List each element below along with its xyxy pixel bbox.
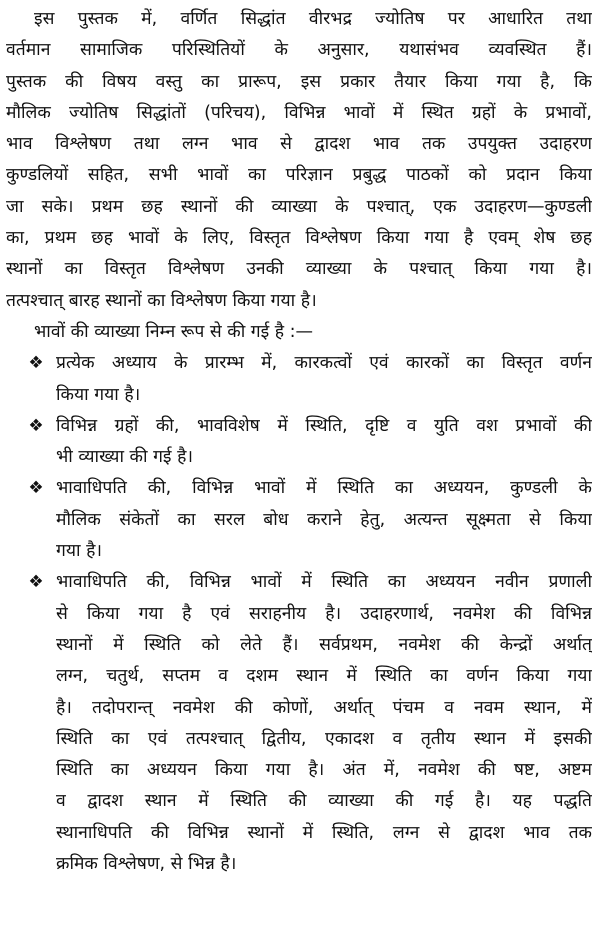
intro-line: मौलिक ज्योतिष सिद्धांतों (परिचय), विभिन्न भावों में स्थित ग्रहों के प्रभावों,: [6, 102, 592, 123]
lead-in-text: भावों की व्याख्या निम्न रूप से की गई है :—: [34, 321, 314, 342]
bullet-line: लग्न, चतुर्थ, सप्तम व दशम स्थान में स्थिति का वर्णन किया गया: [56, 666, 592, 687]
bullet-item: [6, 348, 592, 411]
bullet-line: भावाधिपति की, विभिन्न भावों में स्थिति का अध्ययन, कुण्डली के: [56, 478, 592, 499]
intro-line: कुण्डलियों सहित, सभी भावों का परिज्ञान प्रबुद्ध पाठकों को प्रदान किया: [6, 165, 592, 186]
bullet-line: से किया गया है एवं सराहनीय है। उदाहरणार्थ, नवमेश की विभिन्न: [56, 603, 592, 624]
bullet-line: स्थानाधिपति की विभिन्न स्थानों में स्थिति, लग्न से द्वादश भाव तक: [56, 822, 592, 843]
bullet-item: [6, 567, 592, 880]
intro-line: पुस्तक की विषय वस्तु का प्रारूप, इस प्रकार तैयार किया गया है, कि: [6, 71, 592, 92]
bullet-line: व द्वादश स्थान में स्थिति की व्याख्या की गई है। यह पद्धति: [56, 791, 592, 812]
bullet-item: [6, 473, 592, 567]
intro-line: जा सके। प्रथम छह स्थानों की व्याख्या के पश्चात्, एक उदाहरण—कुण्डली: [6, 196, 592, 217]
bullet-line: स्थानों में स्थिति को लेते हैं। सर्वप्रथम, नवमेश की केन्द्रों अर्थात्: [56, 634, 592, 655]
bullet-list: [6, 348, 592, 880]
bullet-line: भावाधिपति की, विभिन्न भावों में स्थिति का अध्ययन नवीन प्रणाली: [56, 572, 592, 593]
diamond-bullet-icon: ❖: [28, 572, 44, 593]
intro-line: वर्तमान सामाजिक परिस्थितियों के अनुसार, यथासंभव व्यवस्थित हैं।: [6, 40, 592, 61]
intro-line: इस पुस्तक में, वर्णित सिद्धांत वीरभद्र ज्योतिष पर आधारित तथा: [34, 9, 592, 29]
bullet-line: क्रमिक विश्लेषण, से भिन्न है।: [56, 854, 237, 875]
intro-paragraph: [6, 4, 592, 317]
bullet-line: गया है।: [56, 541, 103, 562]
bullet-line: किया गया है।: [56, 384, 141, 405]
intro-line: स्थानों का विस्तृत विश्लेषण उनकी व्याख्या के पश्चात् किया गया है।: [6, 259, 592, 280]
bullet-line: स्थिति का एवं तत्पश्चात् द्वितीय, एकादश व तृतीय स्थान में इसकी: [56, 728, 592, 749]
bullet-line: स्थिति का अध्ययन किया गया है। अंत में, नवमेश की षष्ट, अष्टम: [56, 760, 592, 781]
intro-line: तत्पश्चात् बारह स्थानों का विश्लेषण किया गया है।: [6, 290, 317, 311]
bullet-line: विभिन्न ग्रहों की, भावविशेष में स्थिति, दृष्टि व युति वश प्रभावों की: [56, 415, 592, 436]
bullet-line: है। तदोपरान्त् नवमेश की कोणों, अर्थात् पंचम व नवम स्थान, में: [56, 697, 592, 718]
bullet-line: भी व्याख्या की गई है।: [56, 447, 194, 468]
diamond-bullet-icon: ❖: [28, 478, 44, 499]
bullet-line: मौलिक संकेतों का सरल बोध कराने हेतु, अत्यन्त सूक्ष्मता से किया: [56, 509, 592, 530]
bullet-item: [6, 411, 592, 474]
bullet-line: प्रत्येक अध्याय के प्रारम्भ में, कारकत्वों एवं कारकों का विस्तृत वर्णन: [56, 353, 592, 374]
intro-line: भाव विश्लेषण तथा लग्न भाव से द्वादश भाव तक उपयुक्त उदाहरण: [6, 134, 592, 155]
diamond-bullet-icon: ❖: [28, 415, 44, 436]
diamond-bullet-icon: ❖: [28, 353, 44, 374]
intro-line: का, प्रथम छह भावों के लिए, विस्तृत विश्लेषण किया गया है एवम् शेष छह: [6, 228, 592, 249]
